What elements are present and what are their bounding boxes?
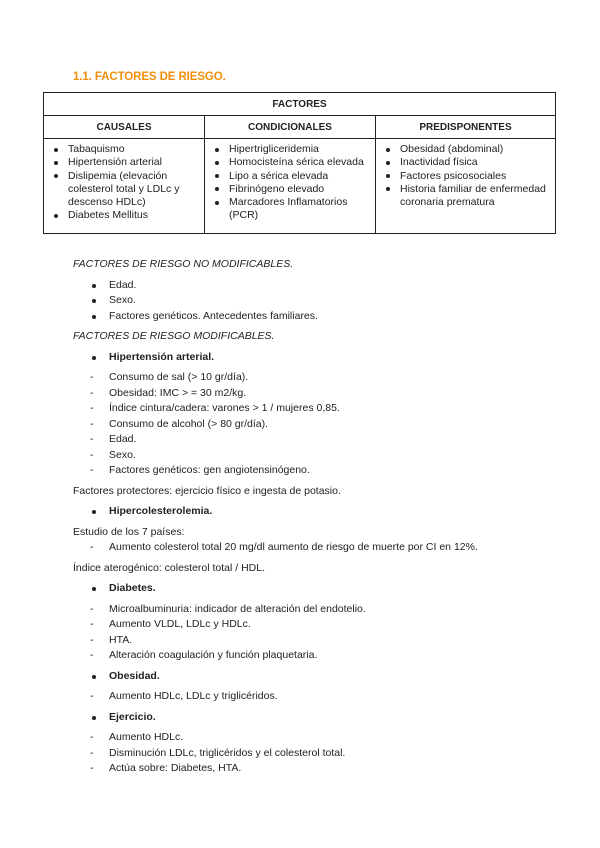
list-item: - Obesidad: IMC > = 30 m2/kg. [73, 386, 553, 402]
paragraph-protectores: Factores protectores: ejercicio físico e ingesta de potasio. [73, 484, 341, 497]
list-item: Tabaquismo [48, 143, 200, 156]
list-item: - Consumo de alcohol (> 80 gr/día). [73, 417, 553, 433]
document-body [73, 257, 553, 777]
list-item: Fibrinógeno elevado [209, 183, 371, 196]
list-item: - Aumento HDLc, LDLc y triglicéridos. [73, 689, 553, 705]
list-item: Factores psicosociales [380, 170, 551, 183]
heading-no-modificables: FACTORES DE RIESGO NO MODIFICABLES. [73, 258, 294, 270]
list-item: Inactividad física [380, 156, 551, 169]
column-header-condicionales: CONDICIONALES [205, 116, 376, 139]
list-item: - HTA. [73, 633, 553, 649]
list-item: - Edad. [73, 432, 553, 448]
list-item: - Factores genéticos: gen angiotensinógeno. [73, 463, 553, 479]
subheading-hipercolesterolemia: Hipercolesterolemia. [73, 504, 553, 520]
list-item: Homocisteína sérica elevada [209, 156, 371, 169]
column-causales [44, 139, 205, 234]
list-item: Obesidad (abdominal) [380, 143, 551, 156]
list-item: Sexo. [73, 293, 553, 309]
list-item: Lipo a sérica elevada [209, 170, 371, 183]
heading-modificables: FACTORES DE RIESGO MODIFICABLES. [73, 330, 275, 342]
list-item: Hipertrigliceridemia [209, 143, 371, 156]
list-item: - Sexo. [73, 448, 553, 464]
list-item: - Aumento colesterol total 20 mg/dl aumento de riesgo de muerte por CI en 12%. [73, 540, 553, 556]
subheading-hipertension: Hipertensión arterial. [73, 350, 553, 366]
list-item: Marcadores Inflamatorios (PCR) [209, 196, 371, 223]
subheading-diabetes: Diabetes. [73, 581, 553, 597]
list-item: Historia familiar de enfermedad coronaria prematura [380, 183, 551, 210]
paragraph-indice-aterogenico: Índice aterogénico: colesterol total / HDL. [73, 561, 266, 574]
list-item: - Consumo de sal (> 10 gr/día). [73, 370, 553, 386]
list-item: Diabetes Mellitus [48, 209, 200, 222]
column-condicionales [205, 139, 376, 234]
column-header-predisponentes: PREDISPONENTES [376, 116, 556, 139]
list-item: - Actúa sobre: Diabetes, HTA. [73, 761, 553, 777]
column-predisponentes [376, 139, 556, 234]
section-title: 1.1. FACTORES DE RIESGO. [73, 71, 226, 83]
list-item: - Aumento HDLc. [73, 730, 553, 746]
list-item: Dislipemia (elevación colesterol total y LDLc y descenso HDLc) [48, 170, 200, 210]
list-item: Factores genéticos. Antecedentes familiares. [73, 309, 553, 325]
risk-factors-table [43, 92, 556, 234]
column-header-causales: CAUSALES [44, 116, 205, 139]
subheading-ejercicio: Ejercicio. [73, 710, 553, 726]
paragraph-estudio: Estudio de los 7 países: [73, 525, 185, 538]
list-item: - Aumento VLDL, LDLc y HDLc. [73, 617, 553, 633]
list-item: - Índice cintura/cadera: varones > 1 / mujeres 0,85. [73, 401, 553, 417]
list-item: - Alteración coagulación y función plaquetaria. [73, 648, 553, 664]
list-item: - Microalbuminuria: indicador de alteración del endotelio. [73, 602, 553, 618]
subheading-obesidad: Obesidad. [73, 669, 553, 685]
list-item: Edad. [73, 278, 553, 294]
list-item: - Disminución LDLc, triglicéridos y el colesterol total. [73, 746, 553, 762]
list-item: Hipertensión arterial [48, 156, 200, 169]
table-header-factores: FACTORES [44, 93, 556, 116]
